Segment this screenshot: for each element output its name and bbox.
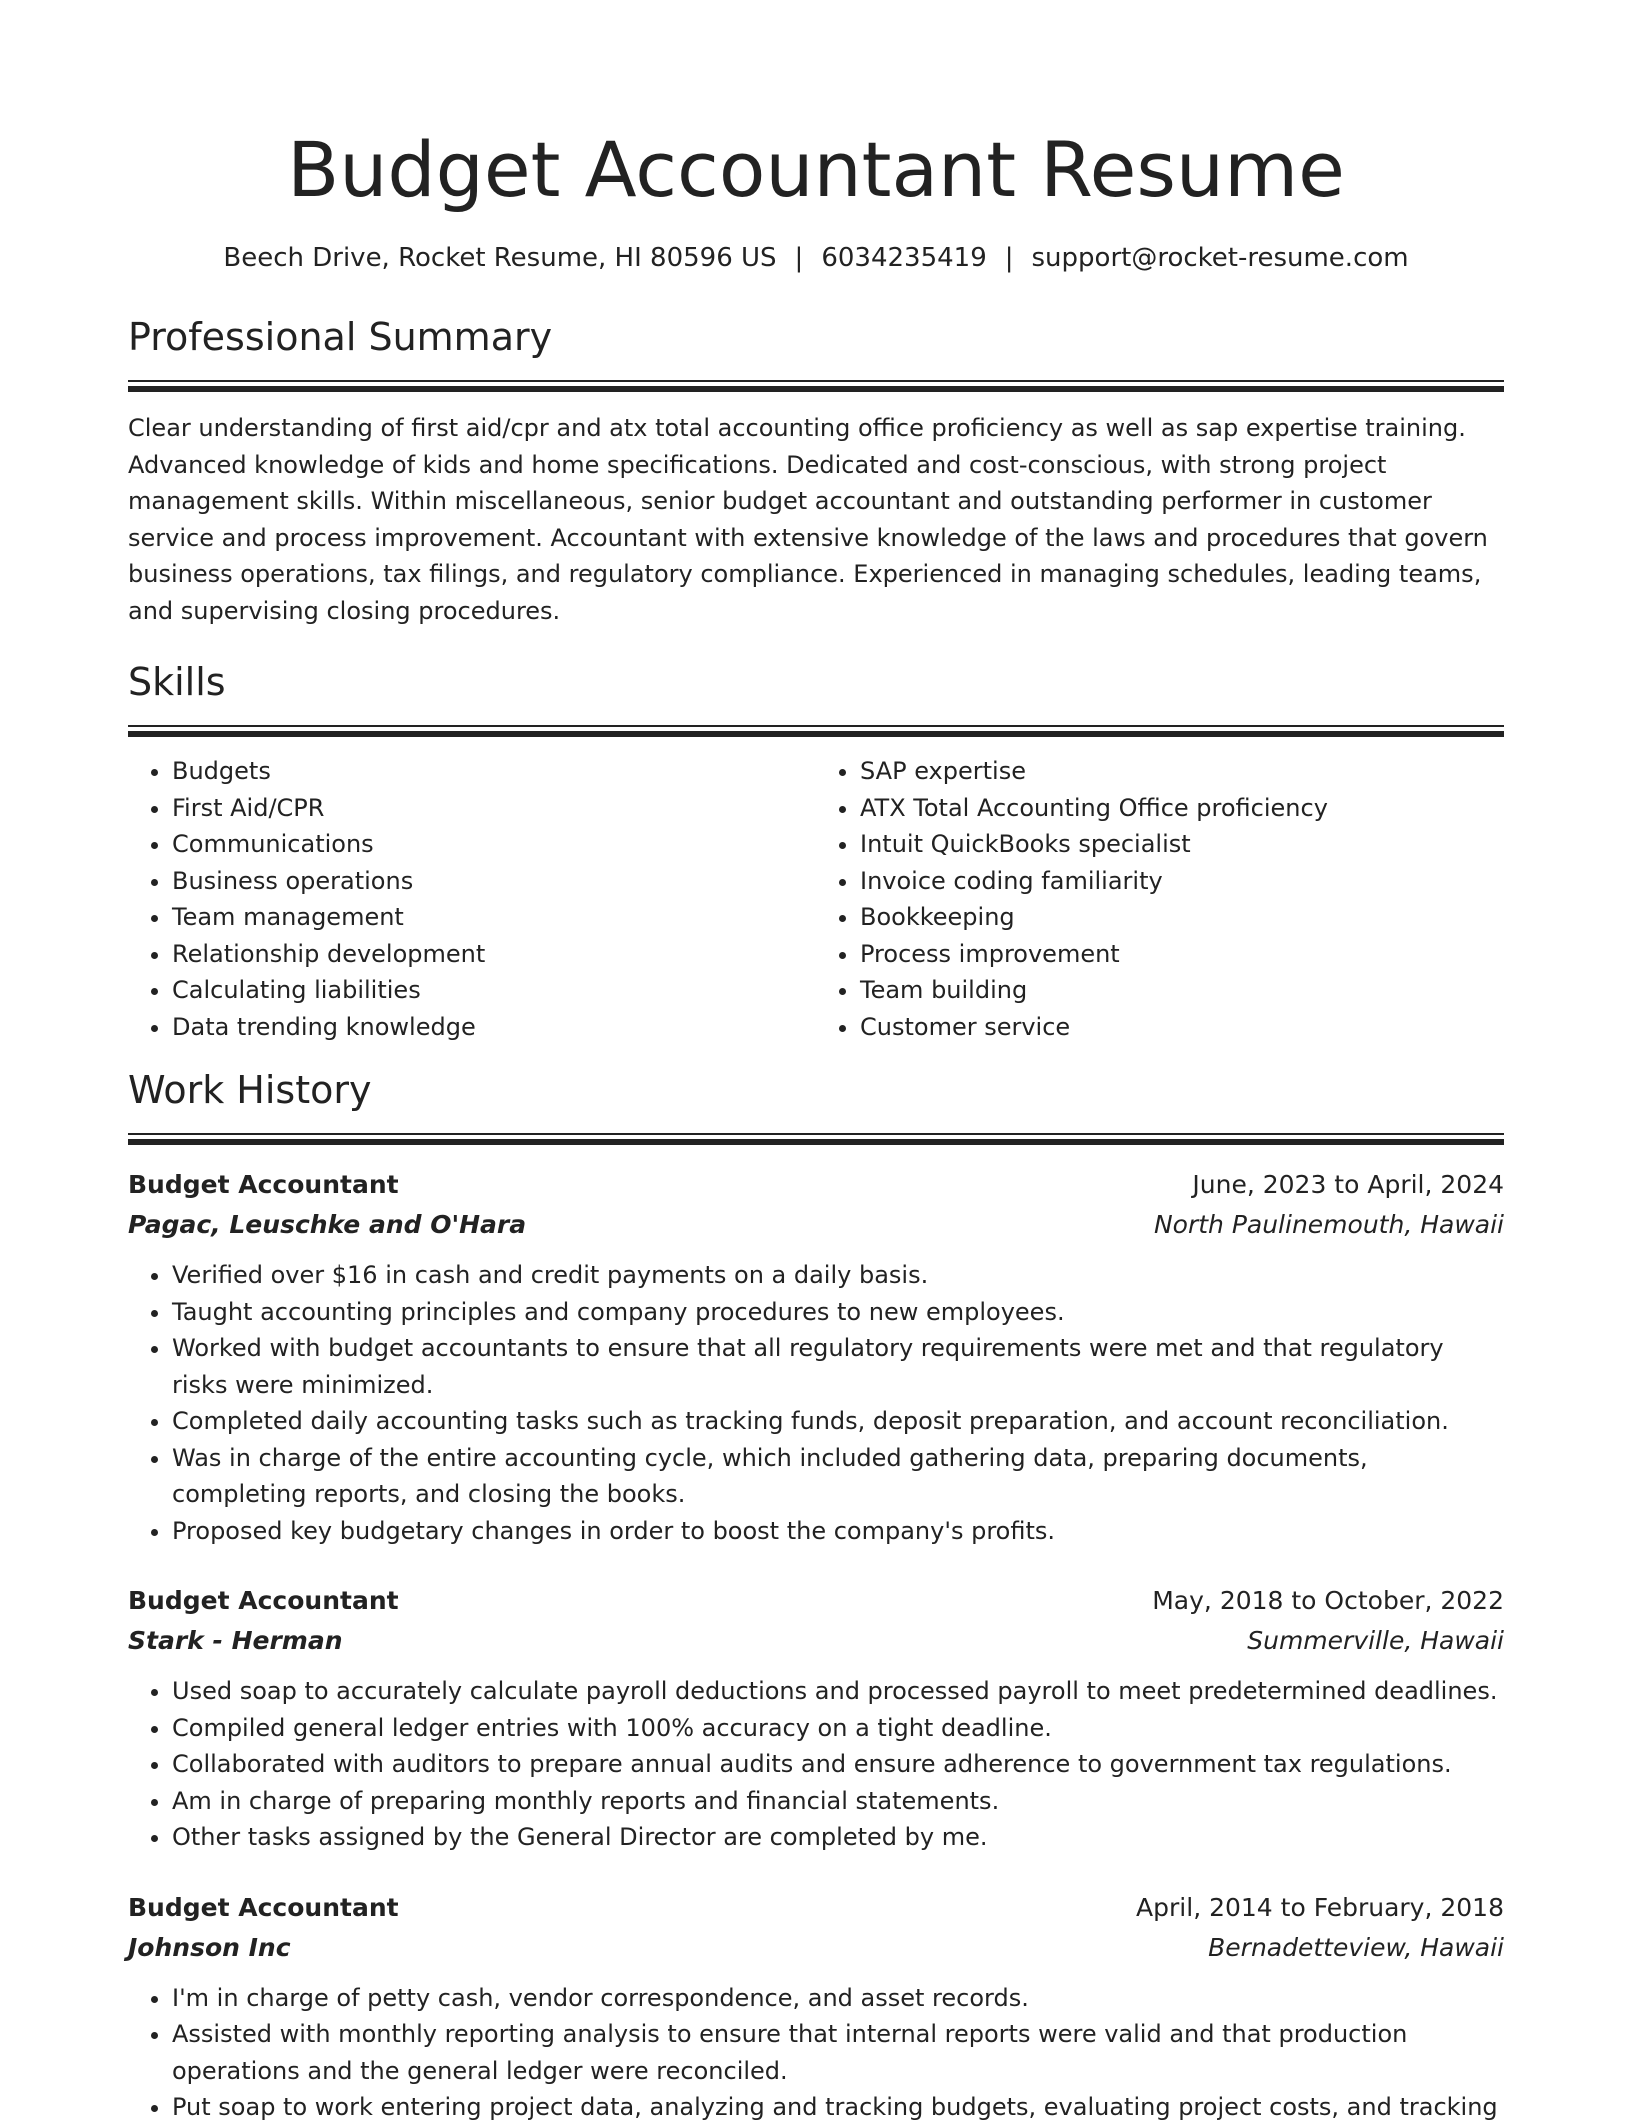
job-company: Stark - Herman: [128, 1626, 343, 1655]
job-duty: • Put soap to work entering project data, analyzing and tracking budgets, evaluating project costs, and tracking: [172, 2089, 1504, 2126]
section-heading-work-history: Work History: [128, 1068, 372, 1112]
contact-separator: |: [794, 243, 804, 273]
job-duty: • I'm in charge of petty cash, vendor correspondence, and asset records.: [172, 1980, 1504, 2017]
skill-item: • Relationship development: [172, 936, 816, 973]
job-duty: • Assisted with monthly reporting analysis to ensure that internal reports were valid and that production operations and the general ledger were reconciled.: [172, 2016, 1504, 2089]
skill-item: • Communications: [172, 826, 816, 863]
job-duty: • Verified over $16 in cash and credit payments on a daily basis.: [172, 1257, 1504, 1294]
job-duties-list: [128, 1257, 1504, 1549]
job-company: Pagac, Leuschke and O'Hara: [128, 1210, 527, 1239]
skill-item: • Invoice coding familiarity: [860, 863, 1504, 900]
summary-text: Clear understanding of first aid/cpr and atx total accounting office proficiency as well as sap expertise training. Advanced knowledge of kids and home specifications. Dedicated and cost-conscious, with strong project management skills. Within miscellaneous, senior budget accountant and outstanding performer in customer service and process improvement. Accountant with extensive knowledge of the laws and procedures that govern business operations, tax filings, and regulatory compliance. Experienced in managing schedules, leading teams, and supervising closing procedures.: [128, 414, 1488, 625]
job-header-row: [128, 1888, 1504, 1928]
contact-separator: |: [1004, 243, 1014, 273]
job-company-row: [128, 1621, 1504, 1661]
work-history-section: [128, 1065, 1504, 2126]
job-location: Bernadetteview, Hawaii: [1208, 1932, 1504, 1962]
job-location: North Paulinemouth, Hawaii: [1153, 1210, 1504, 1239]
job-dates: May, 2018 to October, 2022: [1152, 1586, 1504, 1615]
section-heading-summary: Professional Summary: [128, 315, 553, 359]
job-company-row: [128, 1928, 1504, 1968]
professional-summary-section: [128, 312, 1504, 629]
skill-item: • Data trending knowledge: [172, 1009, 816, 1046]
job-duty: • Used soap to accurately calculate payroll deductions and processed payroll to meet predetermined deadlines.: [172, 1673, 1504, 1710]
job-company: Johnson Inc: [128, 1932, 291, 1962]
job-dates: June, 2023 to April, 2024: [1192, 1170, 1504, 1199]
skills-section: [128, 657, 1504, 1045]
job-duty: • Was in charge of the entire accounting cycle, which included gathering data, preparing documents, completing reports, and closing the books.: [172, 1440, 1504, 1513]
skills-list-right: [816, 753, 1504, 1045]
job-header-row: [128, 1165, 1504, 1205]
skill-item: • Business operations: [172, 863, 816, 900]
job-duty: • Taught accounting principles and company procedures to new employees.: [172, 1294, 1504, 1331]
skill-item: • Intuit QuickBooks specialist: [860, 826, 1504, 863]
job-header-row: [128, 1581, 1504, 1621]
skill-item: • Budgets: [172, 753, 816, 790]
job-duty: • Collaborated with auditors to prepare annual audits and ensure adherence to government tax regulations.: [172, 1746, 1504, 1783]
job-entry: [128, 1165, 1504, 1549]
section-divider: [128, 725, 1504, 737]
skills-columns: [128, 753, 1504, 1045]
contact-phone: 6034235419: [821, 243, 987, 273]
job-duty: • Worked with budget accountants to ensure that all regulatory requirements were met and that regulatory risks were minimized.: [172, 1330, 1504, 1403]
skill-item: • Customer service: [860, 1009, 1504, 1046]
contact-address: Beech Drive, Rocket Resume, HI 80596 US: [223, 243, 777, 273]
job-title: Budget Accountant: [128, 1892, 399, 1922]
job-duty: • Completed daily accounting tasks such as tracking funds, deposit preparation, and account reconciliation.: [172, 1403, 1504, 1440]
skill-item: • First Aid/CPR: [172, 790, 816, 827]
job-duty: • Other tasks assigned by the General Director are completed by me.: [172, 1819, 1504, 1856]
job-duty: • Am in charge of preparing monthly reports and financial statements.: [172, 1783, 1504, 1820]
skill-item: • Team management: [172, 899, 816, 936]
skill-item: • SAP expertise: [860, 753, 1504, 790]
skill-item: • Calculating liabilities: [172, 972, 816, 1009]
job-title: Budget Accountant: [128, 1170, 399, 1199]
skill-item: • Team building: [860, 972, 1504, 1009]
contact-line: [128, 240, 1504, 276]
section-heading-skills: Skills: [128, 660, 226, 704]
skill-item: • ATX Total Accounting Office proficiency: [860, 790, 1504, 827]
job-entry: [128, 1581, 1504, 1856]
skill-item: • Process improvement: [860, 936, 1504, 973]
job-duty: • Compiled general ledger entries with 100% accuracy on a tight deadline.: [172, 1710, 1504, 1747]
section-divider: [128, 380, 1504, 392]
job-duty: • Proposed key budgetary changes in order to boost the company's profits.: [172, 1513, 1504, 1550]
job-dates: April, 2014 to February, 2018: [1136, 1892, 1504, 1922]
skill-item: • Bookkeeping: [860, 899, 1504, 936]
skills-list-left: [128, 753, 816, 1045]
contact-email: support@rocket-resume.com: [1031, 243, 1409, 273]
section-divider: [128, 1133, 1504, 1145]
job-duties-list: [128, 1673, 1504, 1856]
job-location: Summerville, Hawaii: [1247, 1626, 1504, 1655]
job-entry: [128, 1888, 1504, 2126]
job-company-row: [128, 1205, 1504, 1245]
resume-title: Budget Accountant Resume: [287, 125, 1345, 214]
resume-page: [128, 0, 1504, 2126]
job-duties-list: [128, 1980, 1504, 2126]
job-title: Budget Accountant: [128, 1586, 399, 1615]
